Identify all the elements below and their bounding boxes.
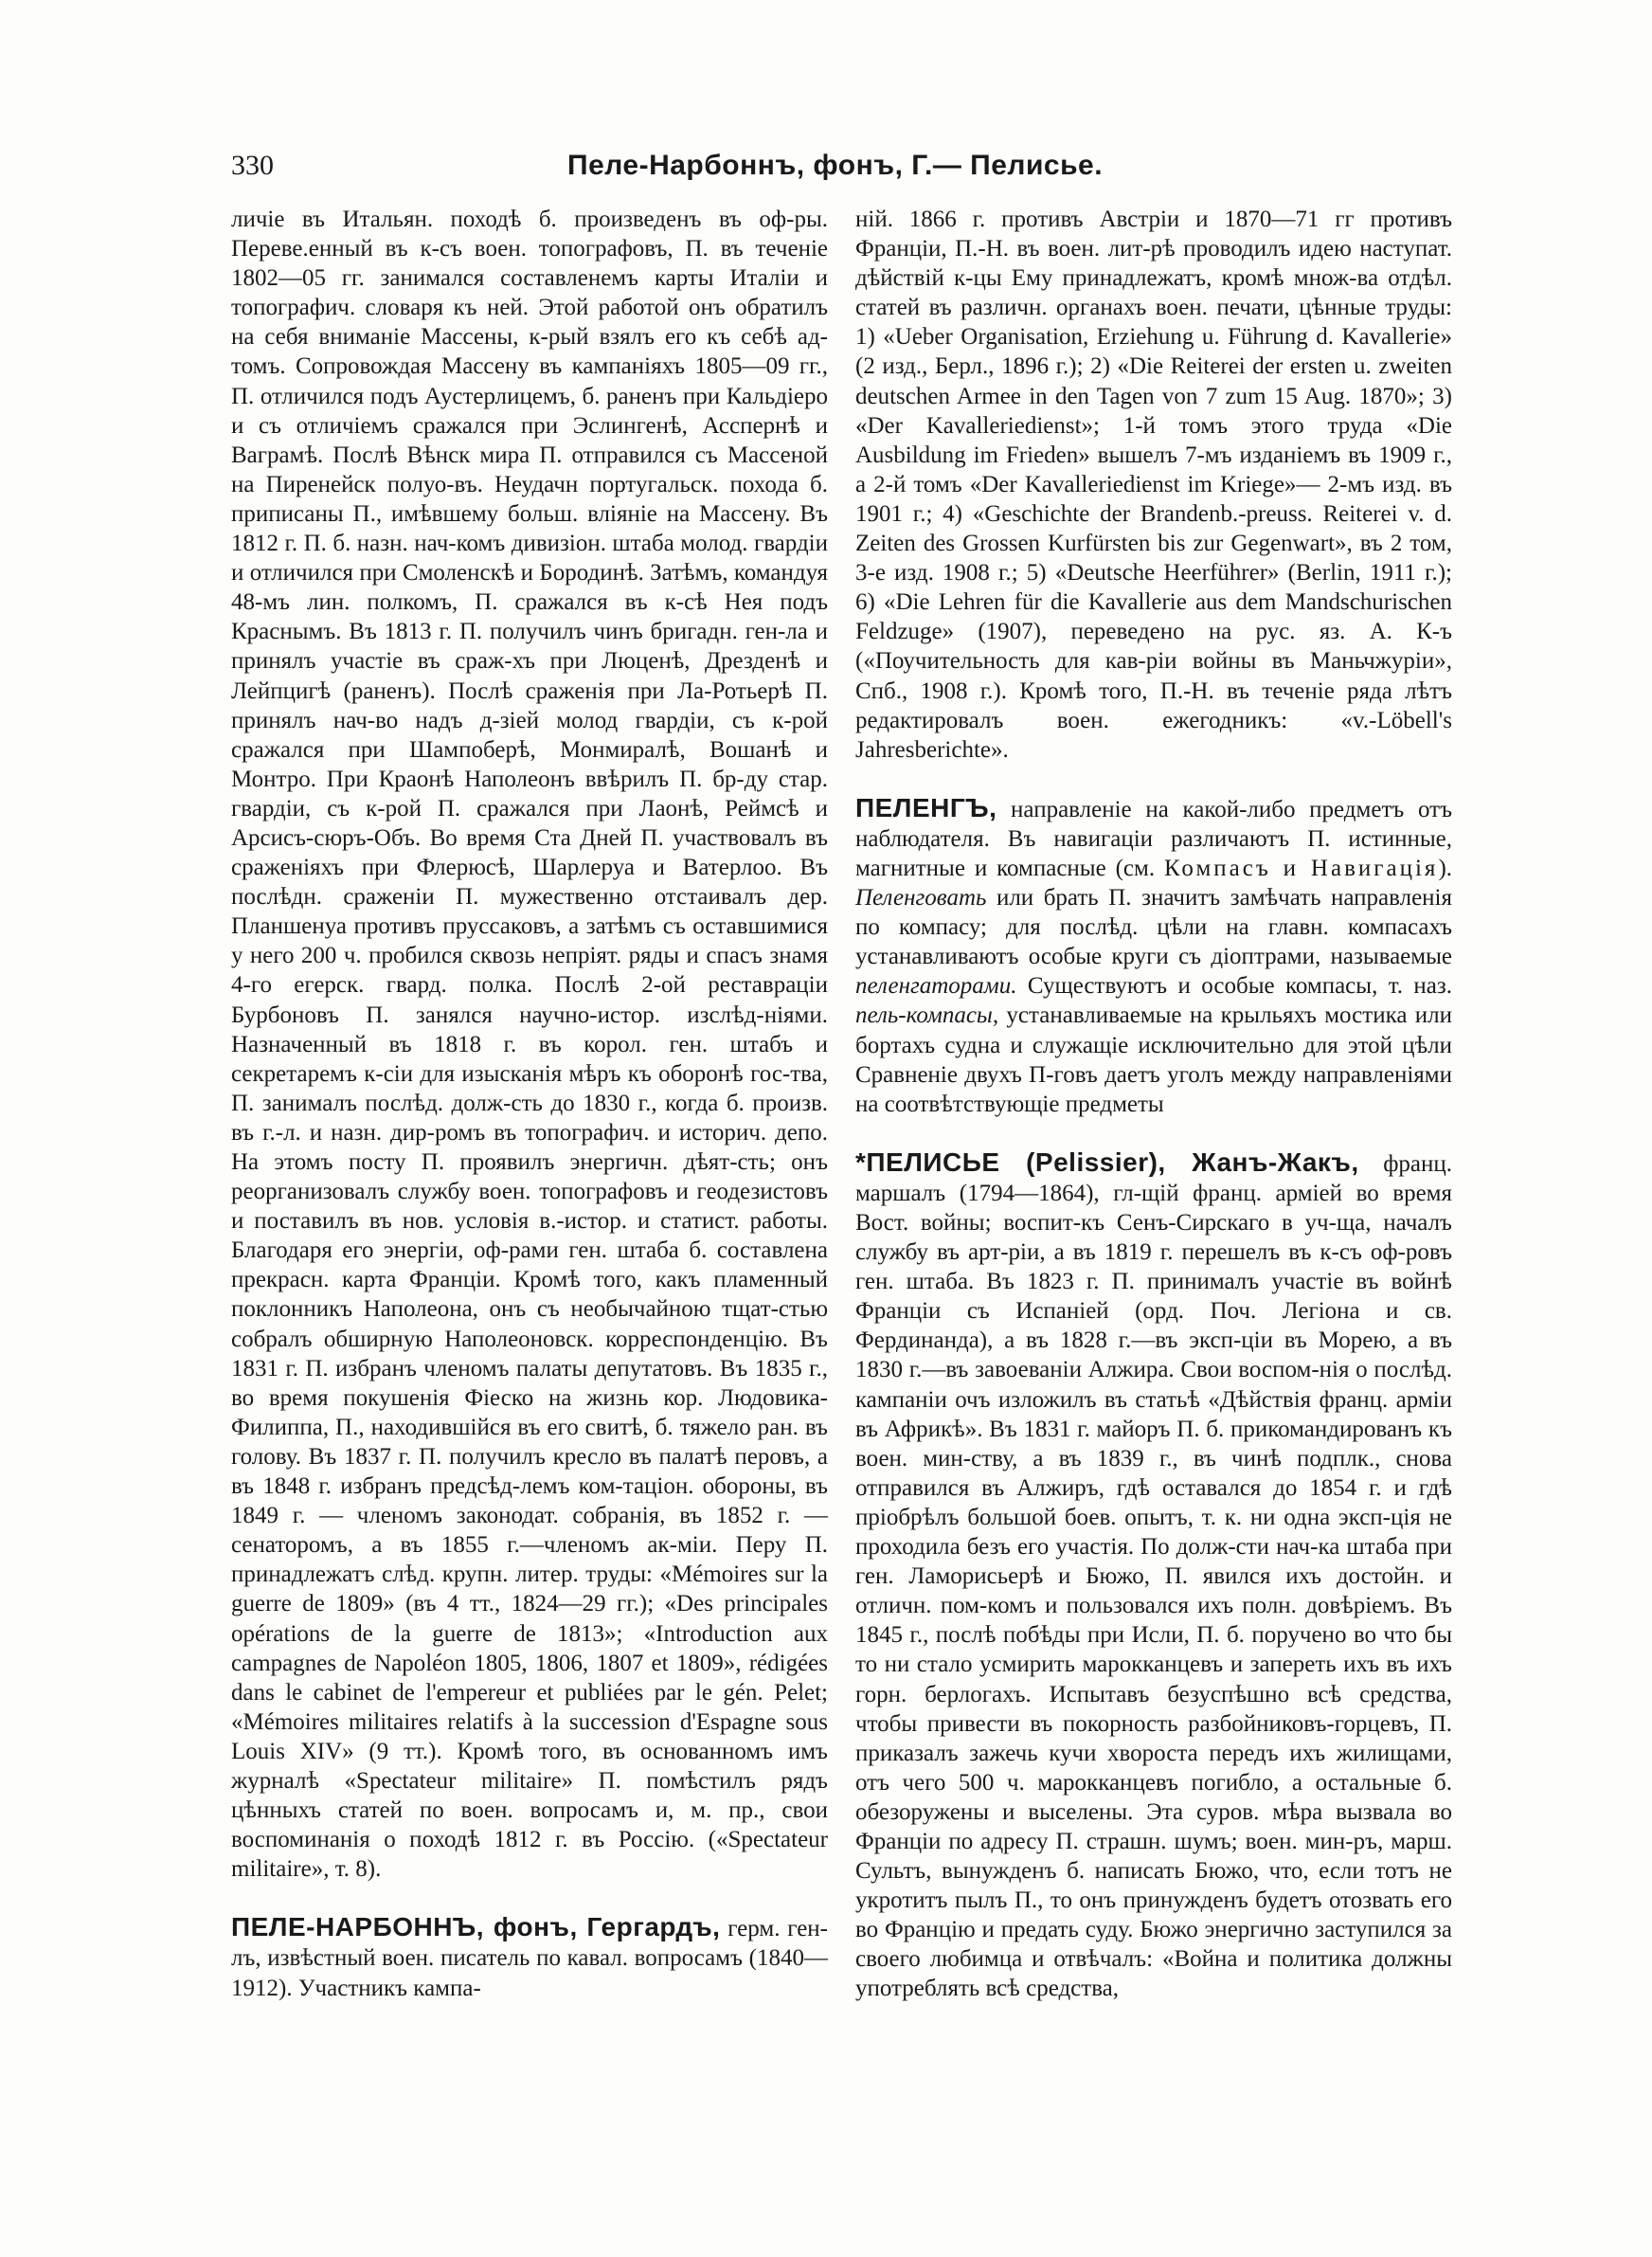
article-peleng — [855, 793, 1452, 1119]
article-pelissier-text: франц. маршалъ (1794—1864), гл-щій франц. арміей во время Вост. войны; воспит-къ Сенъ-Сирскаго в уч-ща, началъ службу въ арт-ріи, а въ 1819 г. перешелъ въ к-съ оф-ровъ ген. штаба. Въ 1823 г. П. принималъ участіе въ войнѣ Франціи съ Испаніей (орд. Поч. Легіона и св. Фердинанда), а въ 1828 г.—въ эксп-ціи въ Морею, а въ 1830 г.—въ завоеваніи Алжира. Свои воспом-нія о послѣд. кампаніи очъ изложилъ въ статьѣ «Дѣйствія франц. арміи въ Африкѣ». Въ 1831 г. майоръ П. б. прикомандированъ къ воен. мин-ству, а въ 1839 г., въ чинѣ подплк., снова отправился въ Алжиръ, гдѣ оставался до 1854 г. и гдѣ пріобрѣлъ большой боев. опытъ, т. к. ни одна эксп-ція не проходила безъ его участія. По долж-сти нач-ка штаба при ген. Ламорисьерѣ и Бюжо, П. явился ихъ достойн. и отличн. пом-комъ и пользовался ихъ полн. довѣріемъ. Въ 1845 г., послѣ побѣды при Исли, П. б. поручено во что бы то ни стало усмирить марокканцевъ и запереть ихъ въ ихъ горн. берлогахъ. Испытавъ безуспѣшно всѣ средства, чтобы привести въ покорность разбойниковъ-горцевъ, П. приказалъ зажечь кучи хвороста передъ ихъ жилищами, отъ чего 500 ч. марокканцевъ погибло, а остальные б. обезоружены и выселены. Эта суров. мѣра вызвала во Франціи по адресу П. страшн. шумъ; воен. мин-ръ, марш. Сультъ, вынужденъ б. написать Бюжо, что, если тотъ не укротитъ пылъ П., то онъ принужденъ будетъ отозвать его во Францію и предать суду. Бюжо энергично заступился за своего любимца и отвѣчалъ: «Война и политика должны употреблять всѣ средства, — [855, 1150, 1452, 2002]
left-column — [231, 205, 828, 2003]
page-number: 330 — [231, 150, 274, 181]
article-pelet-continuation: личіе въ Итальян. походѣ б. произведенъ въ оф-ры. Переве.енный въ к-съ воен. топографовъ, П. въ теченіе 1802—05 гг. занимался составленемъ карты Италіи и топографич. словаря къ ней. Этой работой онъ обратилъ на себя вниманіе Массены, к-рый взялъ его къ себѣ ад-томъ. Сопровождая Массену въ кампаніяхъ 1805—09 гг., П. отличился подъ Аустерлицемъ, б. раненъ при Кальдіеро и съ отличіемъ сражался при Эслингенѣ, Асспернѣ и Ваграмѣ. Послѣ Вѣнск мира П. отправился съ Массеной на Пиренейск полуо-въ. Неудачн португальск. похода б. приписаны П., имѣвшему больш. вліяніе на Массену. Въ 1812 г. П. б. назн. нач-комъ дивизіон. штаба молод. гвардіи и отличился при Смоленскѣ и Бородинѣ. Затѣмъ, командуя 48-мъ лин. полкомъ, П. сражался въ к-сѣ Нея подъ Краснымъ. Въ 1813 г. П. получилъ чинъ бригадн. ген-ла и принялъ участіе въ сраж-хъ при Люценѣ, Дрезденѣ и Лейпцигѣ (раненъ). Послѣ сраженія при Ла-Ротьерѣ П. принялъ нач-во надъ д-зіей молод гвардіи, съ к-рой сражался при Шампоберѣ, Монмиралѣ, Вошанѣ и Монтро. При Краонѣ Наполеонъ ввѣрилъ П. бр-ду стар. гвардіи, съ к-рой П. сражался при Лаонѣ, Реймсѣ и Арсисъ-сюръ-Объ. Во время Ста Дней П. участвовалъ въ сраженіяхъ при Флерюсѣ, Шарлеруа и Ватерлоо. Въ послѣдн. сраженіи П. мужественно отстаивалъ дер. Планшенуа противъ пруссаковъ, а затѣмъ съ оставшимися у него 200 ч. пробился сквозь непріят. ряды и спасъ знамя 4-го егерск. гвард. полка. Послѣ 2-ой реставраціи Бурбоновъ П. занялся научно-истор. изслѣд-ніями. Назначенный въ 1818 г. въ корол. ген. штабъ и секретаремъ к-сіи для изысканія мѣръ къ оборонѣ гос-тва, П. занималъ послѣд. долж-сть до 1830 г., когда б. произв. въ г.-л. и назн. дир-ромъ въ топографич. и историч. депо. На этомъ посту П. проявилъ энергичн. дѣят-сть; онъ реорганизовалъ службу воен. топографовъ и геодезистовъ и поставилъ въ нов. условія в.-истор. и статист. работы. Благодаря его энергіи, оф-рами ген. штаба б. составлена прекрасн. карта Франціи. Кромѣ того, какъ пламенный поклонникъ Наполеона, онъ съ необычайною тщат-стью собралъ обширную Наполеоновск. корреспонденцію. Въ 1831 г. П. избранъ членомъ палаты депутатовъ. Въ 1835 г., во время покушенія Фіеско на жизнь кор. Людовика-Филиппа, П., находившійся въ его свитѣ, б. тяжело ран. въ голову. Въ 1837 г. П. получилъ кресло въ палатѣ перовъ, а въ 1848 г. избранъ предсѣд-лемъ ком-таціон. обороны, въ 1849 г. — членомъ законодат. собранія, въ 1852 г. — сенаторомъ, а въ 1855 г.—членомъ ак-міи. Перу П. принадлежатъ слѣд. крупн. литер. труды: «Mémoires sur la guerre de 1809» (въ 4 тт., 1824—29 гг.); «Des principales opérations de la guerre de 1813»; «Introduction aux campagnes de Napoléon 1805, 1806, 1807 et 1809», rédigées dans le cabinet de l'empereur et publiées par le gén. Pelet; «Mémoires militaires relatifs à la succession d'Espagne sous Louis XIV» (9 тт.). Кромѣ того, въ основанномъ имъ журналѣ «Spectateur militaire» П. помѣстилъ рядъ цѣнныхъ статей по воен. вопросамъ и, м. пр., свои воспоминанія о походѣ 1812 г. въ Россію. («Spectateur militaire», т. 8). — [231, 207, 828, 1883]
right-column — [855, 205, 1452, 2004]
peleng-term-2: пеленгаторами. — [855, 973, 1017, 1000]
peleng-term-1: Пеленговать — [855, 885, 987, 912]
running-head: Пеле-Нарбоннъ, фонъ, Г.— Пелисье. — [567, 150, 1104, 181]
peleng-text-4: Существуютъ и особые компасы, т. наз. — [1027, 973, 1452, 1000]
article-pele-narbonne-continuation: ній. 1866 г. противъ Австріи и 1870—71 гг противъ Франціи, П.-Н. въ воен. лит-рѣ проводилъ идею наступат. дѣйствій к-цы Ему принадлежатъ, кромѣ множ-ва отдѣл. статей въ различн. органахъ воен. печати, цѣнные труды: 1) «Ueber Organisation, Erziehung u. Führung d. Kavallerie» (2 изд., Берл., 1896 г.); 2) «Die Reiterei der ersten u. zweiten deutschen Armee in den Tagen von 7 zum 15 Aug. 1870»; 3) «Der Kavalleriedienst»; 1-й томъ этого труда «Die Ausbildung im Frieden» вышелъ 7-мъ изданіемъ въ 1909 г., а 2-й томъ «Der Kavalleriedienst im Kriege»— 2-мъ изд. въ 1901 г.; 4) «Geschichte der Brandenb.-preuss. Reiterei v. d. Zeiten des Grossen Kurfürsten bis zur Gegenwart», въ 2 том, 3-е изд. 1908 г.; 5) «Deutsche Heerführer» (Berlin, 1911 г.); 6) «Die Lehren für die Kavallerie aus dem Mandschurischen Feldzuge» (1907), переведено на рус. яз. А. К-ъ («Поучительность для кав-ріи войны въ Маньчжуріи», Спб., 1908 г.). Кромѣ того, П.-Н. въ теченіе ряда лѣтъ редактировалъ воен. ежегодникъ: «v.-Löbell's Jahresberichte». — [855, 207, 1452, 763]
peleng-cross-reference: Компасъ и Навигація — [1163, 855, 1439, 881]
article-pelissier — [855, 1147, 1452, 2004]
peleng-text-3: или брать П. значитъ замѣчать направленія по компасу; для послѣд. цѣли на главн. компасахъ устанавливаютъ особые круги съ діоптрами, называемые — [855, 885, 1452, 970]
article-pele-narbonne-text: герм. ген-лъ, извѣстный воен. писатель по кавал. вопросамъ (1840—1912). Участникъ кампа- — [231, 1916, 828, 2001]
page-header — [231, 150, 1453, 197]
peleng-term-3: пель-компасы, — [855, 1002, 999, 1029]
peleng-text-2: ). — [1438, 855, 1453, 881]
headword-pelissier: *ПЕЛИСЬЕ (Pelissier), Жанъ-Жакъ, — [855, 1147, 1359, 1177]
peleng-text-5: устанавливаемые на крыльяхъ мостика или бортахъ судна и служащіе исключительно для этой цѣли Сравненіе двухъ П-говъ даетъ уголъ между направленіями на соотвѣтствующіе предметы — [855, 1002, 1452, 1117]
headword-peleng: ПЕЛЕНГЪ, — [855, 792, 997, 822]
peleng-text-1: направленіе на какой-либо предметъ отъ наблюдателя. Въ навигаціи различаютъ П. истинные, магнитные и компасные (см. — [855, 796, 1452, 881]
article-pele-narbonne — [231, 1912, 828, 2002]
headword-pele-narbonne: ПЕЛЕ-НАРБОННЪ, фонъ, Гергардъ, — [231, 1912, 721, 1942]
